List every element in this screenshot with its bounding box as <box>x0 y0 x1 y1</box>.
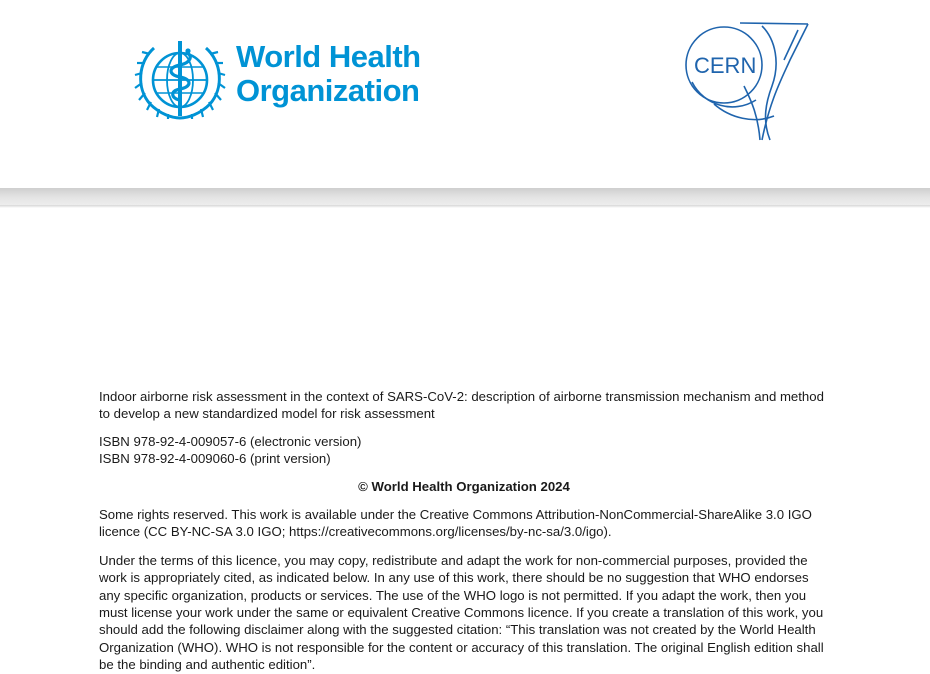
document-title: Indoor airborne risk assessment in the context of SARS-CoV-2: description of airborne transmission mechanism and method to develop a new standardized model for risk assessment <box>99 389 824 422</box>
cern-logo-text: CERN <box>694 53 757 78</box>
copyright-notice: © World Health Organization 2024 <box>358 478 570 494</box>
who-emblem-icon <box>134 36 226 120</box>
page-header-area <box>0 0 930 188</box>
isbn-print: ISBN 978-92-4-009060-6 (print version) <box>99 451 331 467</box>
page-separator-shadow <box>0 205 930 208</box>
page-separator <box>0 188 930 205</box>
who-wordmark-line1: World Health <box>236 39 421 74</box>
isbn-block <box>99 433 829 468</box>
who-wordmark <box>236 40 421 108</box>
who-wordmark-line2: Organization <box>236 73 420 108</box>
document-body <box>99 388 829 674</box>
isbn-electronic: ISBN 978-92-4-009057-6 (electronic version) <box>99 433 362 449</box>
licence-terms-paragraph: Under the terms of this licence, you may copy, redistribute and adapt the work for non-commercial purposes, provided the work is appropriately cited, as indicated below. In any use of this work, there should be no suggestion that WHO endorses any specific organization, products or services. The use of the WHO logo is not permitted. If you adapt the work, then you must license your work under the same or equivalent Creative Commons licence. If you create a translation of this work, you should add the following disclaimer along with the suggested citation: “This translation was not created by the World Health Organization (WHO). WHO is not responsible for the content or accuracy of this translation. The original English edition shall be the binding and authentic edition”. <box>99 552 824 673</box>
who-logo <box>134 36 424 120</box>
rights-paragraph: Some rights reserved. This work is available under the Creative Commons Attribution-NonCommercial-ShareAlike 3.0 IGO licence (CC BY-NC-SA 3.0 IGO; https://creativecommons.org/licenses/by-nc-sa/3.0/igo). <box>99 507 812 540</box>
cern-logo <box>684 20 810 142</box>
